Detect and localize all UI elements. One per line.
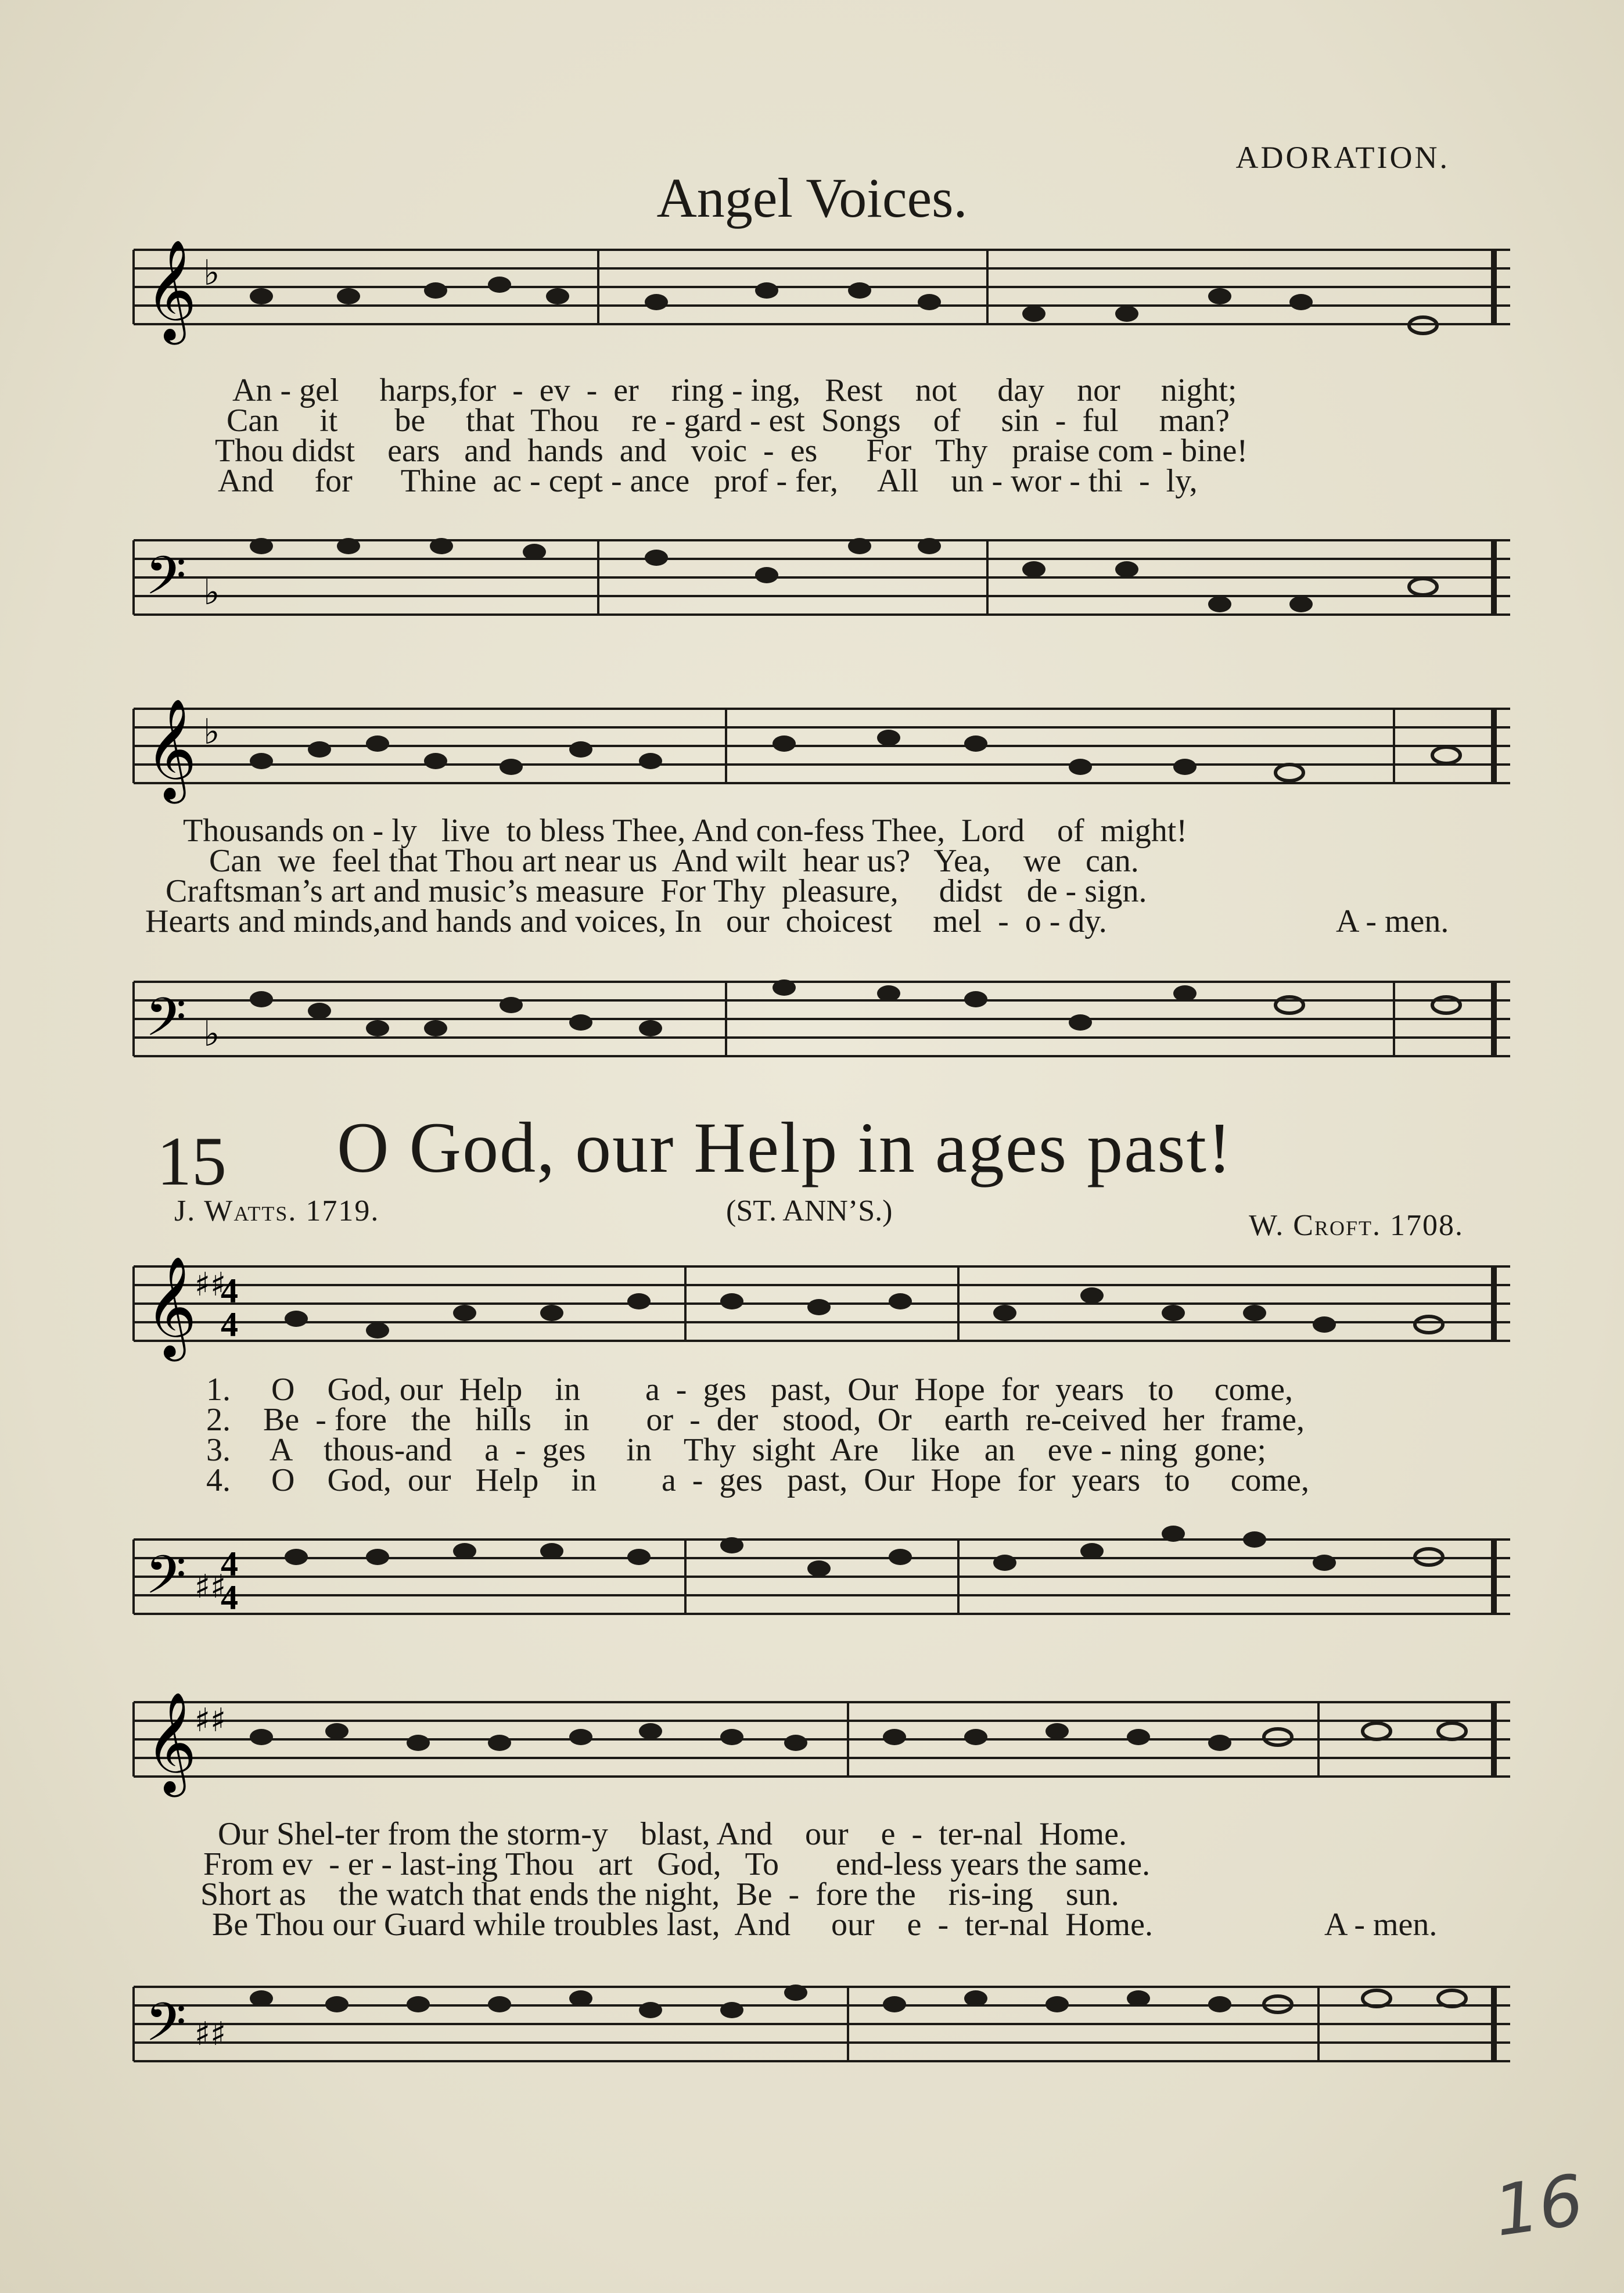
lyric-line: From ev - er - last-ing Thou art God, To end-less years the same. <box>203 1846 1151 1882</box>
lyric-line: Thou didst ears and hands and voic - es For Thy praise com - bine! <box>215 433 1248 469</box>
lyric-line: 1. O God, our Help in a - ges past, Our Hope for years to come, <box>206 1372 1293 1408</box>
svg-text:4: 4 <box>221 1272 238 1310</box>
svg-text:4: 4 <box>221 1305 238 1344</box>
svg-text:♭: ♭ <box>203 1014 220 1054</box>
lyric-line: Thousands on - ly live to bless Thee, And con-fess Thee, Lord of might! <box>183 813 1187 849</box>
hymn-title-o-god: O God, our Help in ages past! <box>337 1108 1233 1187</box>
composer-credit: W. Croft. 1708. <box>1249 1209 1464 1242</box>
staff-bass-2 <box>128 953 1510 1086</box>
staff-treble-3 <box>128 1237 1510 1365</box>
lyric-line: Hearts and minds,and hands and voices, In our choicest mel - o - dy. <box>145 903 1107 939</box>
lyric-line: An - gel harps,for - ev - er ring - ing, Rest not day nor night; <box>232 372 1237 408</box>
handwritten-page-mark: 16 <box>1489 2160 1589 2252</box>
lyric-line: Craftsman’s art and music’s measure For Thy pleasure, didst de - sign. <box>166 873 1147 909</box>
lyric-line: 2. Be - fore the hills in or - der stood, Or earth re-ceived her frame, <box>206 1402 1305 1438</box>
tune-name: (ST. ANN’S.) <box>726 1194 893 1228</box>
svg-text:4: 4 <box>221 1545 238 1583</box>
hymn-title-angel-voices: Angel Voices. <box>656 167 968 229</box>
staff-bass-3 <box>128 1510 1510 1644</box>
svg-text:♯♯: ♯♯ <box>195 1266 227 1304</box>
svg-text:♭: ♭ <box>203 253 220 293</box>
staff-treble-1 <box>128 232 1510 349</box>
svg-text:𝄞: 𝄞 <box>145 698 197 799</box>
svg-text:♯♯: ♯♯ <box>195 2015 227 2053</box>
lyric-line: And for Thine ac - cept - ance prof - fer, All un - wor - thi - ly, <box>218 463 1198 499</box>
staff-treble-2 <box>128 680 1510 808</box>
lyric-line: Can it be that Thou re - gard - est Songs of sin - ful man? <box>227 403 1230 439</box>
svg-text:𝄞: 𝄞 <box>145 239 197 340</box>
svg-text:𝄢: 𝄢 <box>145 545 186 619</box>
lyric-line: 4. O God, our Help in a - ges past, Our Hope for years to come, <box>206 1462 1309 1498</box>
amen-hymn2: A - men. <box>1324 1907 1438 1943</box>
svg-text:𝄢: 𝄢 <box>145 1991 186 2066</box>
svg-text:♭: ♭ <box>203 712 220 752</box>
svg-text:𝄞: 𝄞 <box>145 1256 197 1357</box>
svg-text:♯♯: ♯♯ <box>195 1702 227 1739</box>
staff-treble-4 <box>128 1673 1510 1801</box>
lyric-line: 3. A thous-and a - ges in Thy sight Are like an eve - ning gone; <box>206 1432 1266 1468</box>
svg-text:𝄢: 𝄢 <box>145 986 186 1061</box>
svg-text:𝄞: 𝄞 <box>145 1692 197 1793</box>
hymn-number: 15 <box>157 1122 227 1200</box>
staff-bass-1 <box>128 511 1510 645</box>
svg-text:𝄢: 𝄢 <box>145 1544 186 1619</box>
svg-text:♭: ♭ <box>203 572 220 613</box>
svg-text:4: 4 <box>221 1578 238 1617</box>
amen-hymn1: A - men. <box>1336 903 1449 939</box>
lyric-line: Short as the watch that ends the night, Be - fore the ris-ing sun. <box>200 1876 1119 1912</box>
lyric-line: Be Thou our Guard while troubles last, And our e - ter-nal Home. <box>212 1907 1153 1943</box>
section-label: ADORATION. <box>1235 140 1450 175</box>
svg-text:♯♯: ♯♯ <box>195 1568 227 1606</box>
author-credit: J. Watts. 1719. <box>174 1194 380 1228</box>
lyric-line: Can we feel that Thou art near us And wilt hear us? Yea, we can. <box>209 843 1139 879</box>
lyric-line: Our Shel-ter from the storm-y blast, And our e - ter-nal Home. <box>218 1816 1127 1852</box>
staff-bass-4 <box>128 1958 1510 2091</box>
